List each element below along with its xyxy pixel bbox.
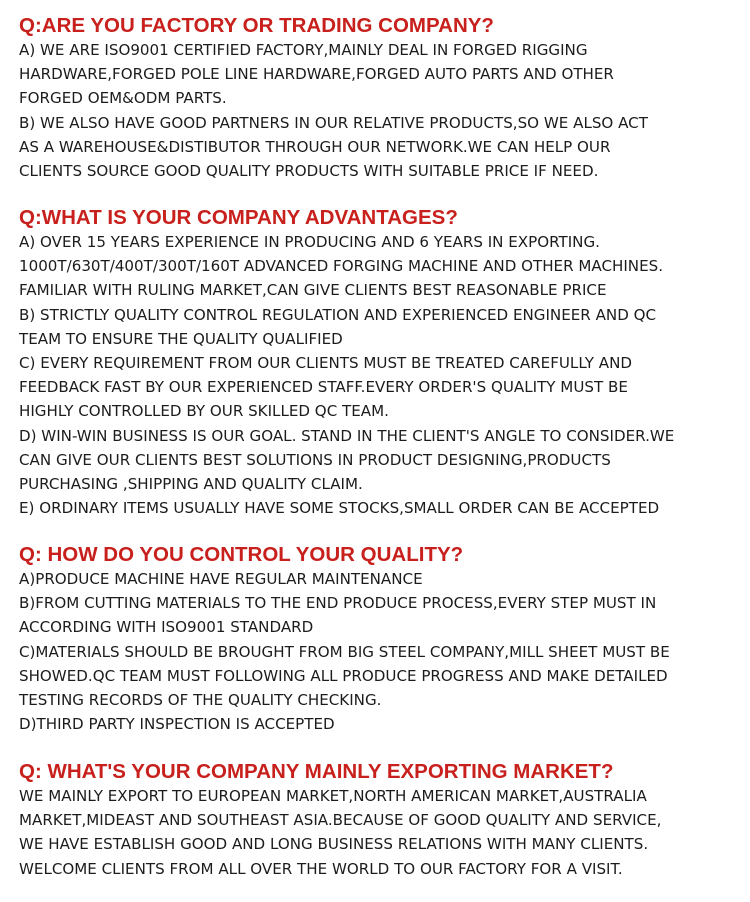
answer-line: MARKET,MIDEAST AND SOUTHEAST ASIA.BECAUSE OF GOOD QUALITY AND SERVICE,: [19, 811, 662, 830]
faq-answer: [19, 38, 747, 183]
faq-section-exporting-market: [19, 760, 747, 881]
answer-line: HIGHLY CONTROLLED BY OUR SKILLED QC TEAM.: [19, 402, 389, 421]
answer-line: ACCORDING WITH ISO9001 STANDARD: [19, 618, 314, 637]
answer-line: SHOWED.QC TEAM MUST FOLLOWING ALL PRODUCE PROGRESS AND MAKE DETAILED: [19, 666, 668, 685]
answer-line: A)PRODUCE MACHINE HAVE REGULAR MAINTENANCE: [19, 570, 423, 588]
answer-line: FAMILIAR WITH RULING MARKET,CAN GIVE CLIENTS BEST REASONABLE PRICE: [19, 281, 607, 300]
answer-line: WE MAINLY EXPORT TO EUROPEAN MARKET,NORTH AMERICAN MARKET,AUSTRALIA: [19, 787, 647, 805]
answer-line: C)MATERIALS SHOULD BE BROUGHT FROM BIG STEEL COMPANY,MILL SHEET MUST BE: [19, 642, 670, 661]
answer-line: HARDWARE,FORGED POLE LINE HARDWARE,FORGED AUTO PARTS AND OTHER: [19, 65, 614, 84]
faq-answer: [19, 567, 747, 736]
answer-line: D)THIRD PARTY INSPECTION IS ACCEPTED: [19, 715, 335, 734]
faq-section-quality-control: [19, 543, 747, 736]
answer-line: B) WE ALSO HAVE GOOD PARTNERS IN OUR RELATIVE PRODUCTS,SO WE ALSO ACT: [19, 113, 648, 132]
faq-question: Q:ARE YOU FACTORY OR TRADING COMPANY?: [19, 14, 494, 37]
answer-line: C) EVERY REQUIREMENT FROM OUR CLIENTS MUST BE TREATED CAREFULLY AND: [19, 353, 632, 372]
answer-line: AS A WAREHOUSE&DISTIBUTOR THROUGH OUR NETWORK.WE CAN HELP OUR: [19, 137, 611, 156]
answer-line: PURCHASING ,SHIPPING AND QUALITY CLAIM.: [19, 474, 363, 493]
answer-line: B)FROM CUTTING MATERIALS TO THE END PRODUCE PROCESS,EVERY STEP MUST IN: [19, 594, 657, 613]
answer-line: CAN GIVE OUR CLIENTS BEST SOLUTIONS IN PRODUCT DESIGNING,PRODUCTS: [19, 450, 611, 469]
answer-line: B) STRICTLY QUALITY CONTROL REGULATION AND EXPERIENCED ENGINEER AND QC: [19, 305, 657, 324]
answer-line: FORGED OEM&ODM PARTS.: [19, 89, 227, 108]
answer-line: TEAM TO ENSURE THE QUALITY QUALIFIED: [19, 329, 343, 348]
answer-line: A) WE ARE ISO9001 CERTIFIED FACTORY,MAINLY DEAL IN FORGED RIGGING: [19, 41, 588, 59]
answer-line: WELCOME CLIENTS FROM ALL OVER THE WORLD TO OUR FACTORY FOR A VISIT.: [19, 859, 623, 878]
answer-line: FEEDBACK FAST BY OUR EXPERIENCED STAFF.EVERY ORDER'S QUALITY MUST BE: [19, 378, 628, 397]
faq-answer: [19, 784, 747, 881]
answer-line: TESTING RECORDS OF THE QUALITY CHECKING.: [19, 690, 382, 709]
faq-answer: [19, 230, 747, 520]
answer-line: D) WIN-WIN BUSINESS IS OUR GOAL. STAND IN THE CLIENT'S ANGLE TO CONSIDER.WE: [19, 426, 675, 445]
answer-line: 1000T/630T/400T/300T/160T ADVANCED FORGING MACHINE AND OTHER MACHINES.: [19, 257, 664, 276]
faq-question: Q: HOW DO YOU CONTROL YOUR QUALITY?: [19, 543, 464, 566]
answer-line: CLIENTS SOURCE GOOD QUALITY PRODUCTS WITH SUITABLE PRICE IF NEED.: [19, 161, 599, 180]
answer-line: A) OVER 15 YEARS EXPERIENCE IN PRODUCING AND 6 YEARS IN EXPORTING.: [19, 233, 600, 251]
answer-line: E) ORDINARY ITEMS USUALLY HAVE SOME STOCKS,SMALL ORDER CAN BE ACCEPTED: [19, 499, 660, 518]
answer-line: WE HAVE ESTABLISH GOOD AND LONG BUSINESS RELATIONS WITH MANY CLIENTS.: [19, 835, 649, 854]
faq-section-factory-or-trading: [19, 14, 747, 183]
faq-question: Q:WHAT IS YOUR COMPANY ADVANTAGES?: [19, 206, 458, 229]
faq-section-company-advantages: [19, 206, 747, 520]
faq-question: Q: WHAT'S YOUR COMPANY MAINLY EXPORTING MARKET?: [19, 760, 614, 783]
